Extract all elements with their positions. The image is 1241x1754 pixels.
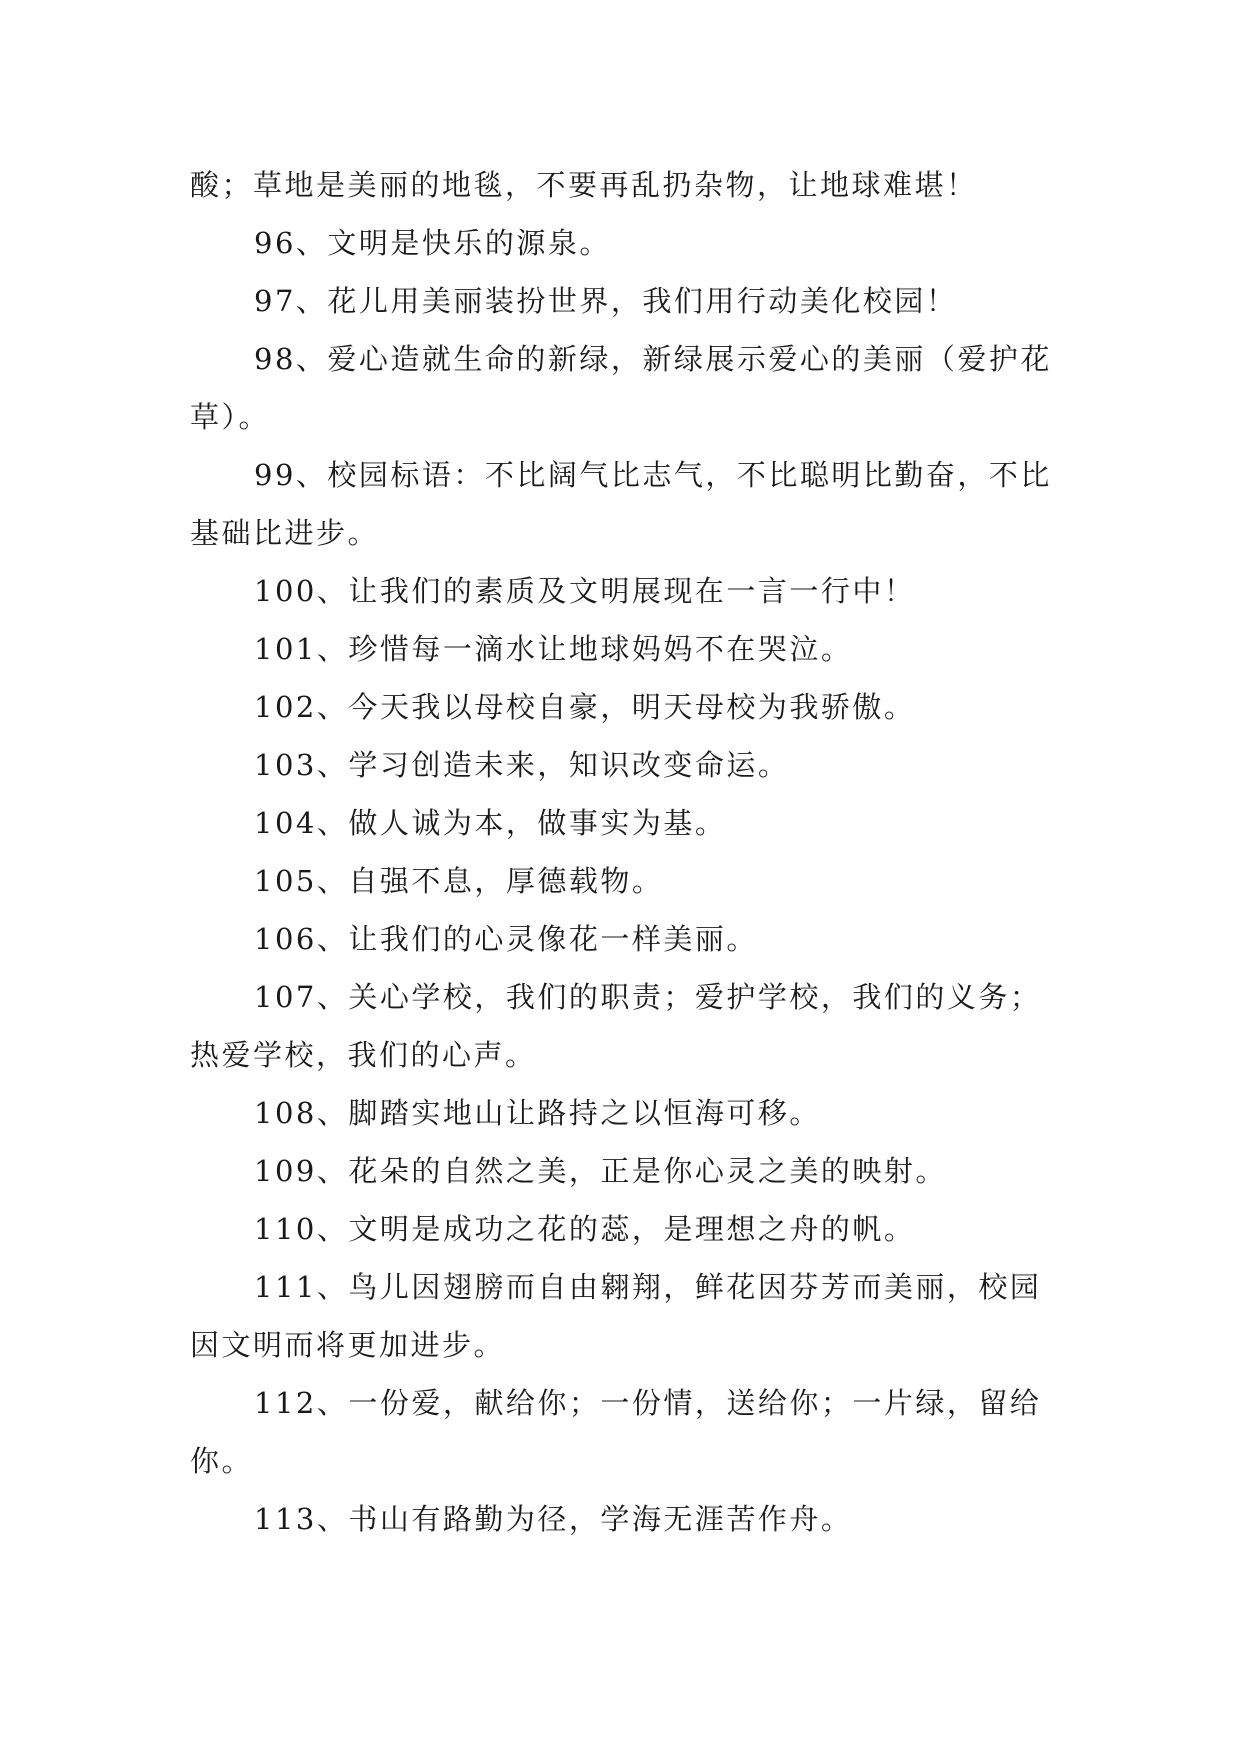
paragraph: 101、珍惜每一滴水让地球妈妈不在哭泣。 bbox=[254, 632, 853, 666]
paragraph: 102、今天我以母校自豪，明天母校为我骄傲。 bbox=[254, 690, 916, 724]
paragraph: 100、让我们的素质及文明展现在一言一行中！ bbox=[254, 574, 916, 608]
paragraph: 105、自强不息，厚德载物。 bbox=[254, 864, 664, 898]
paragraph: 108、脚踏实地山让路持之以恒海可移。 bbox=[254, 1096, 821, 1130]
paragraph: 106、让我们的心灵像花一样美丽。 bbox=[254, 922, 758, 956]
paragraph: 99、校园标语：不比阔气比志气，不比聪明比勤奋，不比基础比进步。 bbox=[190, 458, 1052, 550]
paragraph: 98、爱心造就生命的新绿，新绿展示爱心的美丽（爱护花草）。 bbox=[190, 342, 1052, 434]
document-body bbox=[190, 156, 1056, 1548]
paragraph: 104、做人诚为本，做事实为基。 bbox=[254, 806, 727, 840]
paragraph: 109、花朵的自然之美，正是你心灵之美的映射。 bbox=[254, 1154, 947, 1188]
paragraph: 112、一份爱，献给你；一份情，送给你；一片绿，留给你。 bbox=[190, 1386, 1042, 1478]
paragraph: 96、文明是快乐的源泉。 bbox=[254, 226, 611, 260]
paragraph: 111、鸟儿因翅膀而自由翱翔，鲜花因芬芳而美丽，校园因文明而将更加进步。 bbox=[190, 1270, 1042, 1362]
paragraph: 97、花儿用美丽装扮世界，我们用行动美化校园！ bbox=[254, 284, 958, 318]
paragraph: 103、学习创造未来，知识改变命运。 bbox=[254, 748, 790, 782]
paragraph: 113、书山有路勤为径，学海无涯苦作舟。 bbox=[254, 1502, 853, 1536]
paragraph: 110、文明是成功之花的蕊，是理想之舟的帆。 bbox=[254, 1212, 916, 1246]
paragraph: 107、关心学校，我们的职责；爱护学校，我们的义务；热爱学校，我们的心声。 bbox=[190, 980, 1042, 1072]
paragraph: 酸；草地是美丽的地毯，不要再乱扔杂物，让地球难堪！ bbox=[190, 168, 978, 202]
